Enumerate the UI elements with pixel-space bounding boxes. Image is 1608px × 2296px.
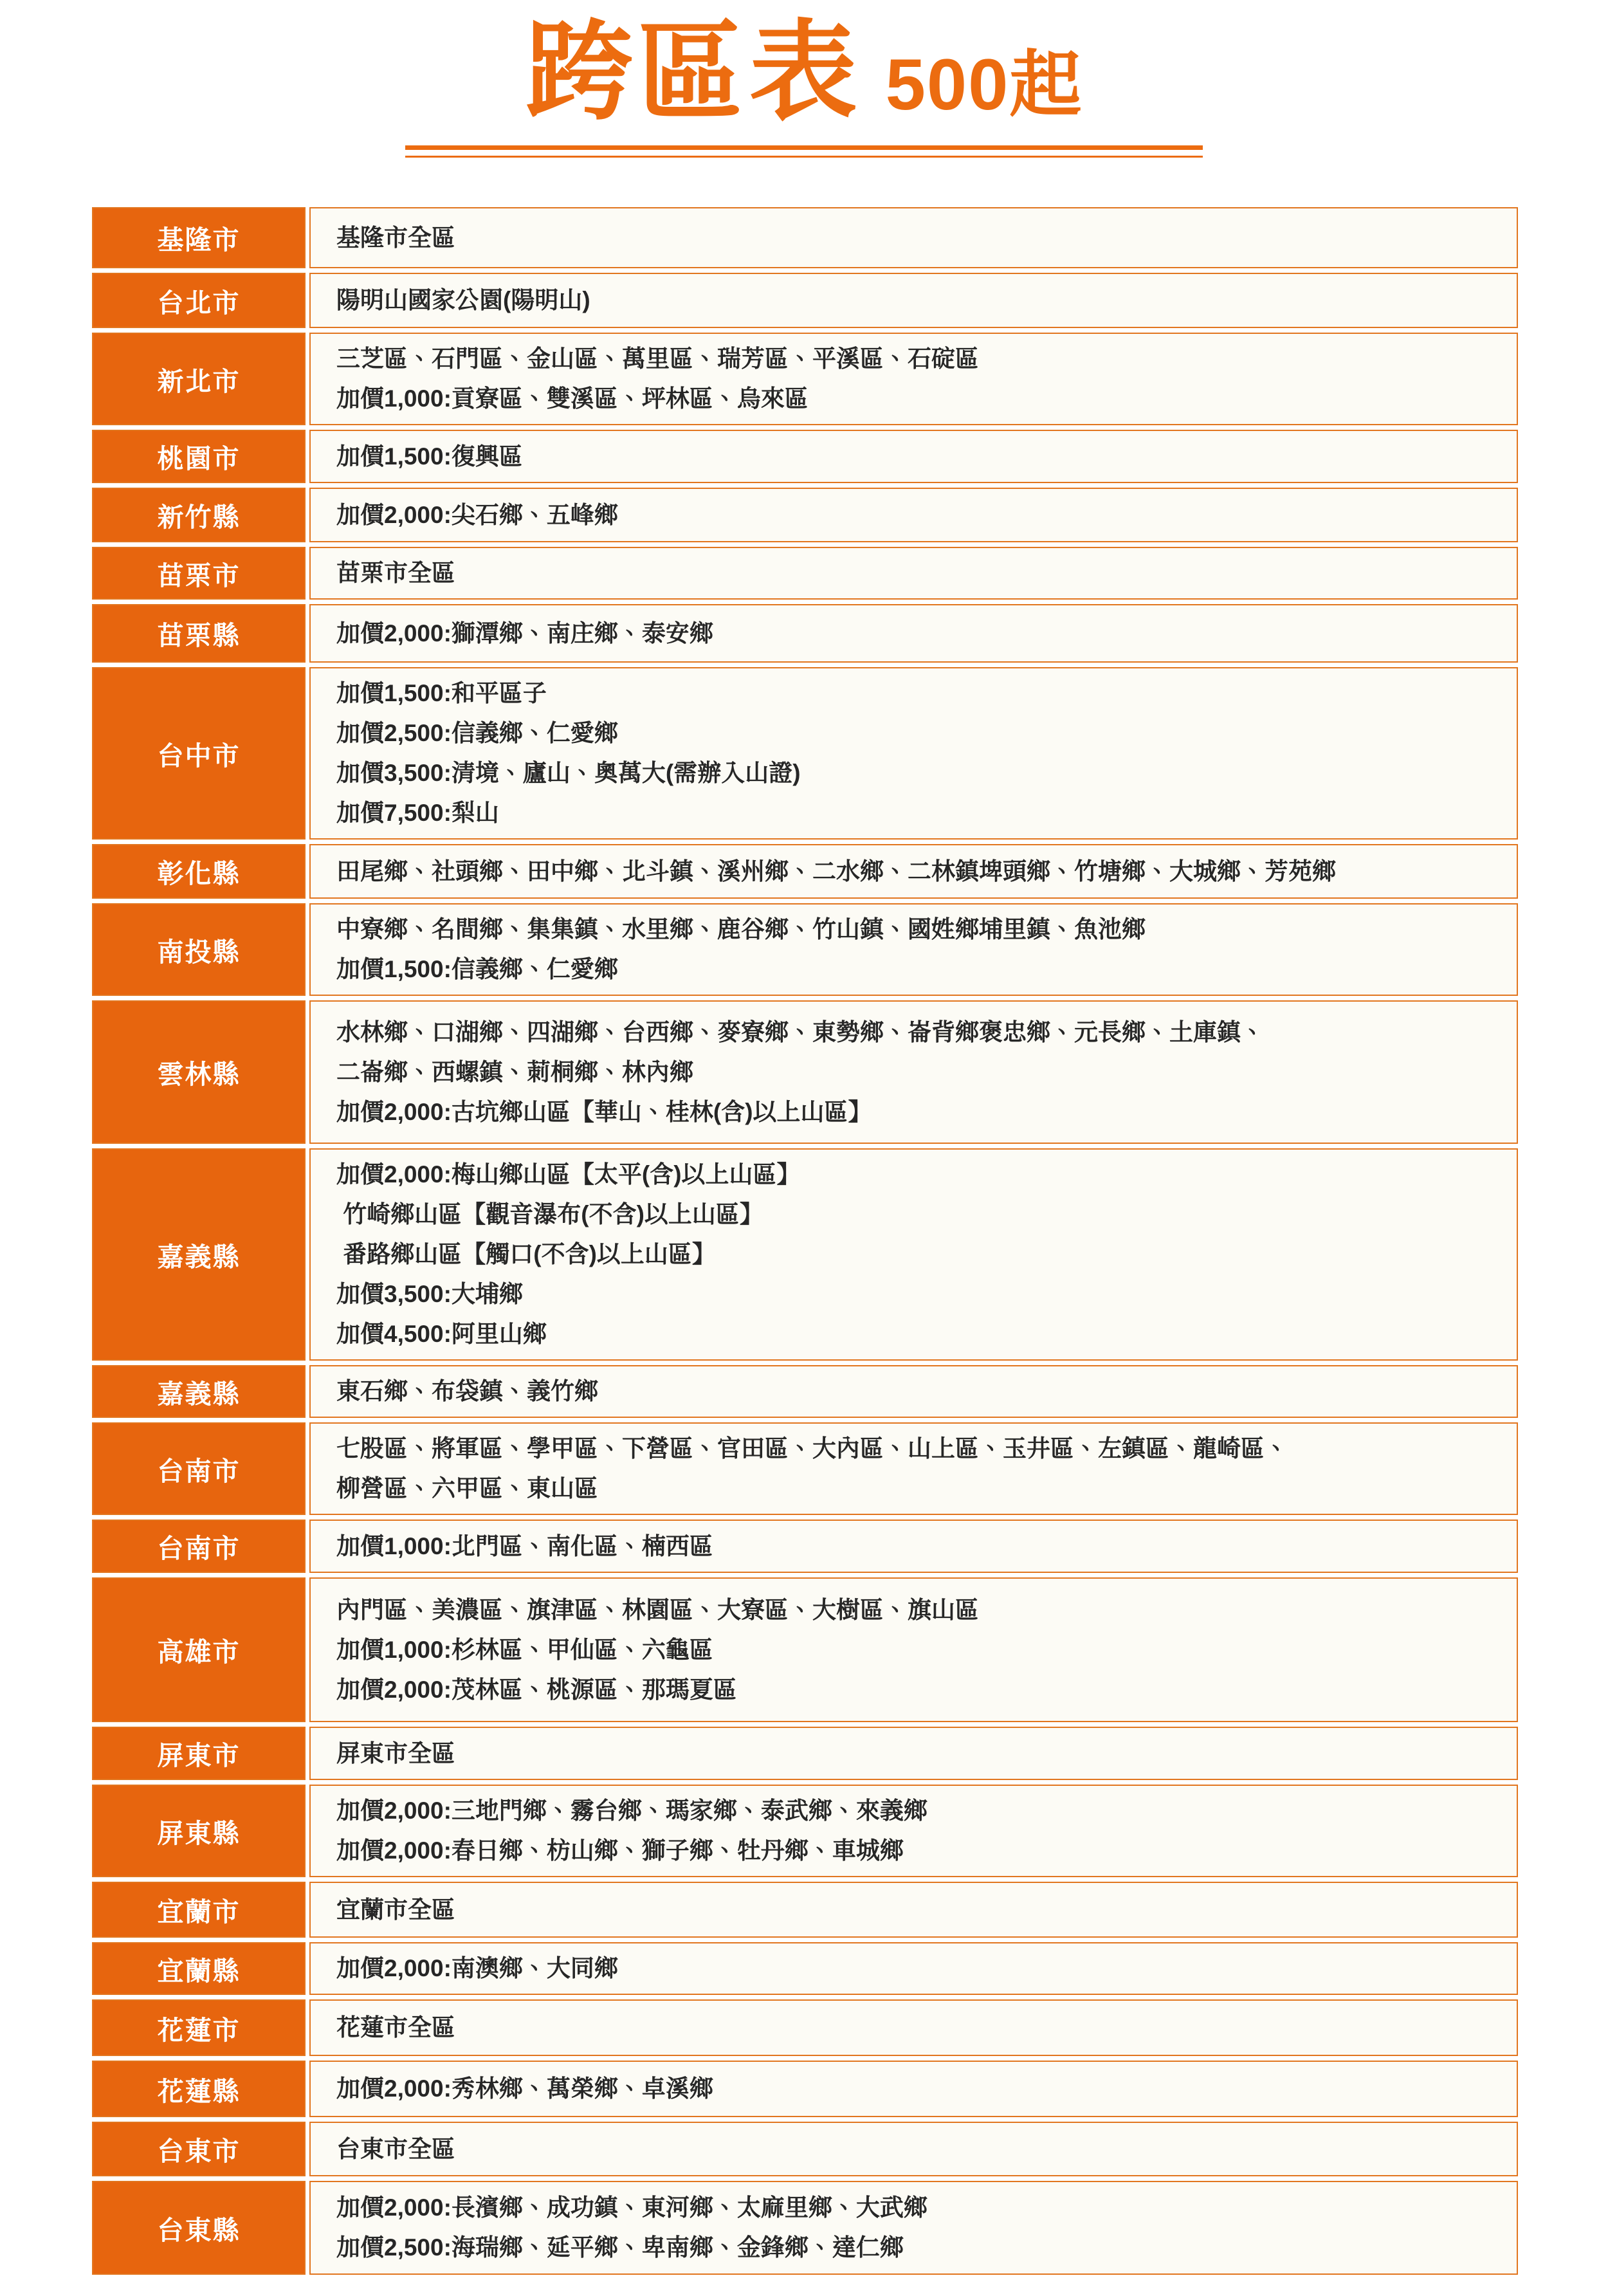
region-label: 高雄市 (157, 1637, 241, 1667)
region-label-cell (92, 1365, 306, 1418)
region-label: 宜蘭市 (157, 1897, 241, 1927)
region-content-cell (309, 903, 1518, 996)
content-line: 屏東市全區 (336, 1740, 455, 1767)
content-line: 加價2,000:長濱鄉、成功鎮、東河鄉、太麻里鄉、大武鄉 (336, 2194, 927, 2221)
region-label-cell (92, 667, 306, 840)
region-label: 屏東市 (157, 1741, 241, 1770)
table-row (92, 488, 1518, 542)
region-label-cell (92, 2181, 306, 2275)
region-label-cell (92, 430, 306, 483)
region-label: 南投縣 (157, 937, 241, 967)
table-row (92, 1365, 1518, 1418)
region-content-cell (309, 1942, 1518, 1995)
region-content-cell (309, 1148, 1518, 1361)
content-line: 加價2,000:南澳鄉、大同鄉 (336, 1955, 618, 1981)
region-content-cell (309, 547, 1518, 600)
content-line: 宜蘭市全區 (336, 1896, 455, 1923)
region-content-cell (309, 1727, 1518, 1780)
table-row (92, 1000, 1518, 1144)
region-label: 新北市 (157, 366, 241, 396)
content-line: 中寮鄉、名間鄉、集集鎮、水里鄉、鹿谷鄉、竹山鎮、國姓鄉埔里鎮、魚池鄉 (336, 916, 1146, 942)
underline-rule-gap (405, 150, 1203, 156)
region-label: 彰化縣 (157, 859, 241, 888)
table-row (92, 2181, 1518, 2275)
content-line: 田尾鄉、社頭鄉、田中鄉、北斗鎮、溪州鄉、二水鄉、二林鎮埤頭鄉、竹塘鄉、大城鄉、芳苑鄉 (336, 858, 1336, 885)
cross-district-table (92, 207, 1518, 2279)
content-line: 東石鄉、布袋鎮、義竹鄉 (336, 1378, 598, 1404)
content-line: 加價2,000:梅山鄉山區【太平(含)以上山區】 (336, 1161, 801, 1188)
content-line: 加價7,500:梨山 (336, 800, 499, 826)
region-label: 台南市 (157, 1456, 241, 1486)
region-label-cell (92, 1882, 306, 1938)
region-content-cell (309, 604, 1518, 663)
table-row (92, 333, 1518, 425)
page-title-suffix: 500起 (885, 44, 1083, 125)
table-row (92, 1148, 1518, 1361)
region-label-cell (92, 1422, 306, 1515)
table-row (92, 2122, 1518, 2176)
content-line: 三芝區、石門區、金山區、萬里區、瑞芳區、平溪區、石碇區 (336, 345, 979, 372)
region-label-cell (92, 844, 306, 899)
region-label: 嘉義縣 (157, 1242, 241, 1272)
region-label-cell (92, 2061, 306, 2117)
content-line: 加價1,000:杉林區、甲仙區、六龜區 (336, 1636, 713, 1663)
content-line: 加價1,500:信義鄉、仁愛鄉 (336, 956, 618, 982)
region-label: 嘉義縣 (157, 1379, 241, 1409)
region-content-cell (309, 273, 1518, 328)
region-label: 花蓮市 (157, 2015, 241, 2045)
region-label-cell (92, 604, 306, 663)
region-label: 台南市 (157, 1534, 241, 1563)
content-line: 加價2,000:尖石鄉、五峰鄉 (336, 501, 618, 528)
content-line: 加價1,000:貢寮區、雙溪區、坪林區、烏來區 (336, 385, 809, 412)
table-row (92, 1727, 1518, 1780)
region-label-cell (92, 1727, 306, 1780)
region-label-cell (92, 333, 306, 425)
table-row (92, 207, 1518, 268)
region-label-cell (92, 547, 306, 600)
content-line: 加價2,500:信義鄉、仁愛鄉 (336, 720, 618, 746)
region-content-cell (309, 2122, 1518, 2176)
region-label: 台東縣 (157, 2215, 241, 2245)
underline-rule-thick (405, 145, 1203, 150)
region-label-cell (92, 273, 306, 328)
content-line: 加價1,500:和平區子 (336, 680, 547, 706)
content-line: 加價2,000:秀林鄉、萬榮鄉、卓溪鄉 (336, 2075, 713, 2102)
table-row (92, 273, 1518, 328)
region-label-cell (92, 1000, 306, 1144)
content-line: 竹崎鄉山區【觀音瀑布(不含)以上山區】 (336, 1201, 763, 1227)
region-label: 苗栗縣 (157, 621, 241, 650)
region-content-cell (309, 207, 1518, 268)
region-content-cell (309, 1882, 1518, 1938)
region-label: 台中市 (157, 740, 241, 771)
region-label-cell (92, 1520, 306, 1573)
region-label-cell (92, 1999, 306, 2056)
table-row (92, 667, 1518, 840)
content-line: 加價2,000:獅潭鄉、南庄鄉、泰安鄉 (336, 620, 713, 647)
region-label: 台北市 (157, 288, 241, 318)
region-label: 基隆市 (157, 225, 241, 255)
table-row (92, 547, 1518, 600)
region-content-cell (309, 1520, 1518, 1573)
title-block (0, 0, 1608, 158)
content-line: 加價2,000:春日鄉、枋山鄉、獅子鄉、牡丹鄉、車城鄉 (336, 1837, 904, 1864)
region-label: 宜蘭縣 (157, 1956, 241, 1986)
table-row (92, 1942, 1518, 1995)
region-content-cell (309, 2061, 1518, 2117)
content-line: 基隆市全區 (336, 224, 455, 251)
content-line: 陽明山國家公園(陽明山) (336, 287, 590, 313)
content-line: 加價2,000:古坑鄉山區【華山、桂林(含)以上山區】 (336, 1098, 872, 1125)
content-line: 加價3,500:大埔鄉 (336, 1281, 523, 1307)
content-line: 二崙鄉、西螺鎮、莿桐鄉、林內鄉 (336, 1058, 693, 1085)
content-line: 加價4,500:阿里山鄉 (336, 1321, 547, 1347)
underline-rule-thin (405, 156, 1203, 158)
region-label-cell (92, 1785, 306, 1877)
region-content-cell (309, 1999, 1518, 2056)
content-line: 台東市全區 (336, 2135, 455, 2162)
content-line: 番路鄉山區【觸口(不含)以上山區】 (336, 1241, 716, 1267)
page-title (0, 12, 1608, 133)
region-label-cell (92, 1148, 306, 1361)
region-label-cell (92, 1577, 306, 1722)
region-label: 雲林縣 (157, 1060, 241, 1089)
content-line: 加價1,500:復興區 (336, 443, 523, 470)
content-line: 內門區、美濃區、旗津區、林園區、大寮區、大樹區、旗山區 (336, 1596, 979, 1623)
table-row (92, 1882, 1518, 1938)
content-line: 加價1,000:北門區、南化區、楠西區 (336, 1532, 713, 1559)
region-content-cell (309, 1577, 1518, 1722)
content-line: 苗栗市全區 (336, 560, 455, 586)
region-content-cell (309, 844, 1518, 899)
region-content-cell (309, 488, 1518, 542)
content-line: 加價2,000:茂林區、桃源區、那瑪夏區 (336, 1676, 737, 1703)
content-line: 七股區、將軍區、學甲區、下營區、官田區、大內區、山上區、玉井區、左鎮區、龍崎區、 (336, 1435, 1288, 1462)
table-row (92, 1520, 1518, 1573)
region-label-cell (92, 2122, 306, 2176)
table-row (92, 604, 1518, 663)
table-row (92, 1785, 1518, 1877)
region-content-cell (309, 333, 1518, 425)
region-label-cell (92, 488, 306, 542)
region-label: 桃園市 (157, 444, 241, 473)
content-line: 加價2,000:三地門鄉、霧台鄉、瑪家鄉、泰武鄉、來義鄉 (336, 1797, 927, 1824)
content-line: 加價2,500:海瑞鄉、延平鄉、卑南鄉、金鋒鄉、達仁鄉 (336, 2234, 904, 2261)
region-label: 花蓮縣 (157, 2076, 241, 2106)
region-label: 新竹縣 (157, 502, 241, 532)
region-label: 屏東縣 (157, 1818, 241, 1848)
table-row (92, 1577, 1518, 1722)
region-content-cell (309, 2181, 1518, 2275)
region-label: 苗栗市 (157, 560, 241, 591)
region-label-cell (92, 1942, 306, 1995)
content-line: 花蓮市全區 (336, 2014, 455, 2041)
region-content-cell (309, 430, 1518, 483)
table-row (92, 430, 1518, 483)
page-title-main: 跨區表 (525, 12, 861, 133)
title-underline (405, 145, 1203, 158)
region-label-cell (92, 207, 306, 268)
region-content-cell (309, 1785, 1518, 1877)
content-line: 加價3,500:清境、廬山、奧萬大(需辦入山證) (336, 760, 801, 786)
region-content-cell (309, 667, 1518, 840)
table-row (92, 1999, 1518, 2056)
table-row (92, 903, 1518, 996)
table-row (92, 2061, 1518, 2117)
content-line: 柳營區、六甲區、東山區 (336, 1475, 598, 1502)
region-content-cell (309, 1365, 1518, 1418)
region-content-cell (309, 1000, 1518, 1144)
region-label: 台東市 (157, 2136, 241, 2166)
table-row (92, 844, 1518, 899)
region-label-cell (92, 903, 306, 996)
table-row (92, 1422, 1518, 1515)
content-line: 水林鄉、口湖鄉、四湖鄉、台西鄉、麥寮鄉、東勢鄉、崙背鄉褒忠鄉、元長鄉、土庫鎮、 (336, 1018, 1265, 1045)
region-content-cell (309, 1422, 1518, 1515)
